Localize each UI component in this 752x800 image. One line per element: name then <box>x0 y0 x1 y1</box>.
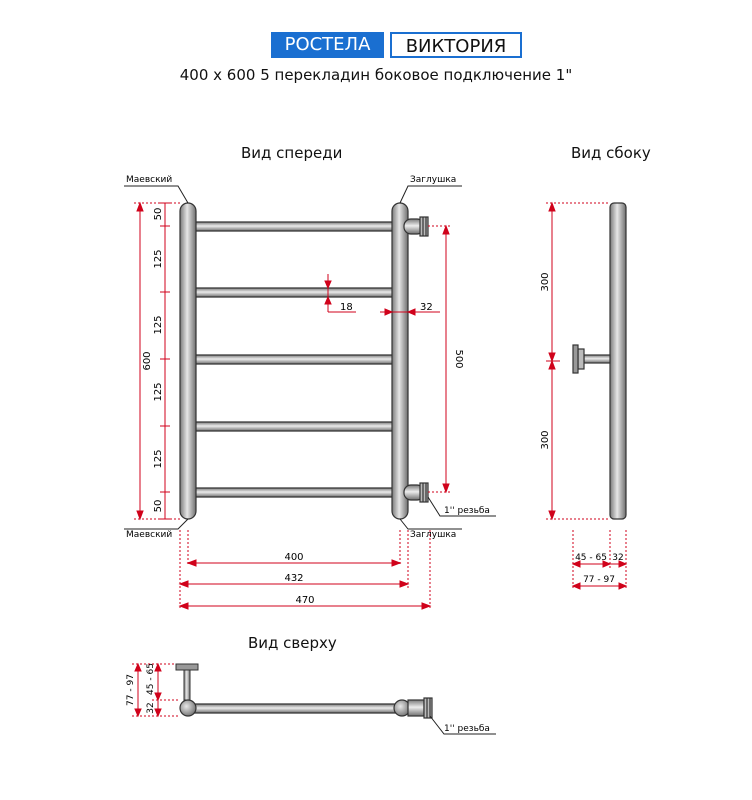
dim-side-lower: 300 <box>540 430 551 450</box>
dim-step-3: 125 <box>153 382 164 402</box>
side-view-title: Вид сбоку <box>571 144 651 162</box>
rung-3 <box>192 355 398 364</box>
maevsky-bottom-label: Маевский <box>126 530 173 540</box>
top-rung <box>188 704 402 713</box>
dimension-lines-top <box>132 664 180 716</box>
dim-connection: 500 <box>453 349 464 369</box>
connector-bottom <box>404 483 428 502</box>
dim-side-upper: 300 <box>540 272 551 292</box>
brand-logo: РОСТЕЛА <box>271 32 384 58</box>
rung-4 <box>192 422 398 431</box>
connector-top <box>404 217 428 236</box>
left-riser <box>180 203 196 519</box>
front-view <box>124 175 496 610</box>
dim-step-2: 125 <box>153 315 164 335</box>
dim-side-pipe: 32 <box>612 553 624 563</box>
dim-width-inner: 400 <box>284 552 304 563</box>
thread-label-top: 1'' резьба <box>444 724 490 734</box>
dim-width-outer: 432 <box>284 573 304 584</box>
dim-bottom-offset: 50 <box>153 499 164 513</box>
side-view <box>540 203 626 590</box>
dim-top-range: 45 - 65 <box>146 663 156 695</box>
right-riser <box>392 203 408 519</box>
product-description: 400 x 600 5 перекладин боковое подключение 1" <box>179 66 573 84</box>
top-view <box>126 663 496 734</box>
rung-1 <box>192 222 398 231</box>
dim-side-total: 77 - 97 <box>583 575 615 585</box>
model-name: ВИКТОРИЯ <box>390 32 522 58</box>
dim-top-offset: 32 <box>146 702 156 714</box>
top-connector <box>408 698 432 718</box>
top-bracket-wall <box>176 664 198 670</box>
dim-top-offset: 50 <box>153 207 164 221</box>
dim-step-4: 125 <box>153 449 164 469</box>
dim-pipe-diameter: 32 <box>420 302 433 313</box>
rung-2 <box>192 288 398 297</box>
thread-label-front: 1'' резьба <box>444 506 490 516</box>
dim-total-height: 600 <box>142 351 153 371</box>
dim-side-depth-range: 45 - 65 <box>575 553 607 563</box>
maevsky-top-label: Маевский <box>126 175 173 185</box>
top-bracket-stem <box>184 670 190 700</box>
dim-rung-diameter: 18 <box>340 302 353 313</box>
plug-bottom-label: Заглушка <box>410 530 457 540</box>
side-riser <box>610 203 626 519</box>
plug-top-label: Заглушка <box>410 175 457 185</box>
top-view-title: Вид сверху <box>248 634 337 652</box>
rung-5 <box>192 488 398 497</box>
dim-step-1: 125 <box>153 249 164 269</box>
dim-width-total: 470 <box>295 595 315 606</box>
front-view-title: Вид спереди <box>241 144 343 162</box>
top-left-cap <box>180 700 196 716</box>
side-bracket <box>573 345 610 373</box>
dim-top-total: 77 - 97 <box>126 674 136 706</box>
rungs <box>192 222 398 497</box>
